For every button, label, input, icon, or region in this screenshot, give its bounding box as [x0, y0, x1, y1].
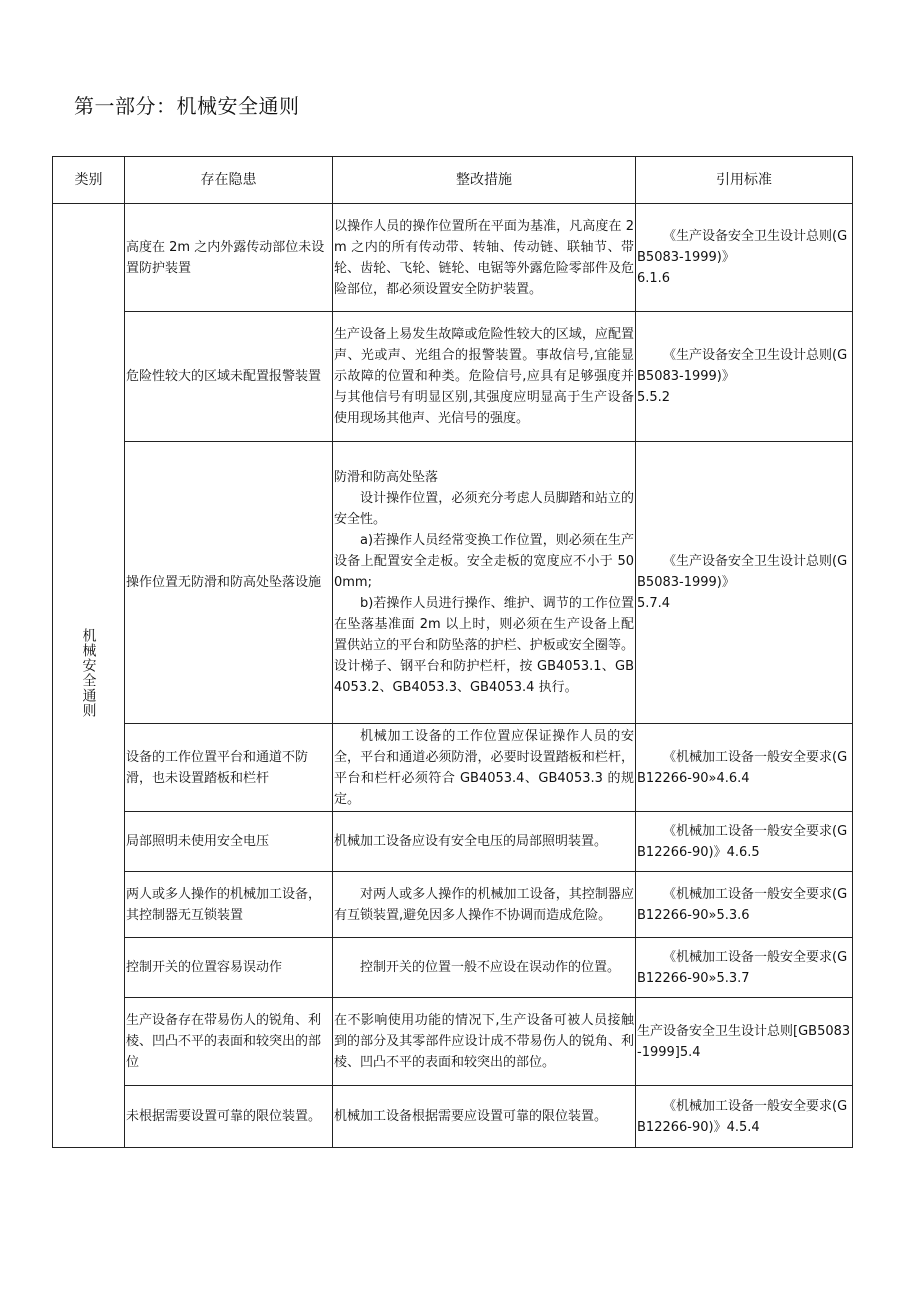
measure-text: 以操作人员的操作位置所在平面为基准，凡高度在 2m 之内的所有传动带、转轴、传动链、联轴节、带轮、齿轮、飞轮、链轮、电锯等外露危险零部件及危险部位，都必须设置安全防护装置。: [334, 218, 634, 297]
hazard-cell: 未根据需要设置可靠的限位装置。: [125, 1086, 333, 1148]
table-row: [53, 812, 853, 872]
standard-cell: [636, 312, 853, 442]
hazard-cell: 危险性较大的区域未配置报警装置: [125, 312, 333, 442]
standard-clause: -1999]5.4: [637, 1044, 701, 1060]
standard-cell: [636, 724, 853, 812]
standard-text: 《生产设备安全卫生设计总则(GB5083-1999)》: [637, 229, 848, 265]
measure-cell: [333, 938, 636, 998]
header-category: 类别: [53, 157, 125, 204]
measure-cell: [333, 1086, 636, 1148]
standard-text: 《生产设备安全卫生设计总则(GB5083-1999)》: [637, 348, 848, 384]
table-row: [53, 938, 853, 998]
hazard-table: [52, 156, 853, 1148]
measure-text: 设计操作位置，必须充分考虑人员脚踏和站立的安全性。: [334, 491, 634, 527]
measure-cell: [333, 998, 636, 1086]
standard-cell: [636, 1086, 853, 1148]
measure-cell: [333, 312, 636, 442]
header-standard: 引用标准: [636, 157, 853, 204]
table-header-row: [53, 157, 853, 204]
measure-text: 对两人或多人操作的机械加工设备，其控制器应有互锁装置,避免因多人操作不协调而造成危险。: [334, 886, 634, 923]
standard-text: 《机械加工设备一般安全要求(GB12266-90»5.3.7: [637, 949, 848, 986]
measure-text: 机械加工设备根据需要应设置可靠的限位装置。: [334, 1109, 608, 1124]
header-measure: 整改措施: [333, 157, 636, 204]
category-cell: [53, 204, 125, 1148]
table-row: [53, 872, 853, 938]
hazard-cell: 生产设备存在带易伤人的锐角、利棱、凹凸不平的表面和较突出的部位: [125, 998, 333, 1086]
measure-text: a)若操作人员经常变换工作位置，则必须在生产设备上配置安全走板。安全走板的宽度应不小于 500mm;: [334, 533, 634, 590]
standard-cell: [636, 204, 853, 312]
standard-text: 《机械加工设备一般安全要求(GB12266-90»5.3.6: [637, 886, 848, 923]
measure-cell: [333, 724, 636, 812]
measure-text: 生产设备上易发生故障或危险性较大的区域，应配置声、光或声、光组合的报警装置。事故信号,宜能显示故障的位置和种类。危险信号,应具有足够强度并与其他信号有明显区别,其强度应明显高于生产设备使用现场其他声、光信号的强度。: [334, 327, 634, 426]
hazard-cell: 控制开关的位置容易误动作: [125, 938, 333, 998]
standard-text: 生产设备安全卫生设计总则[GB5083: [637, 1023, 851, 1039]
standard-clause: 6.1.6: [637, 271, 671, 286]
standard-clause: 5.5.2: [637, 390, 671, 405]
hazard-cell: 局部照明未使用安全电压: [125, 812, 333, 872]
measure-text: 机械加工设备的工作位置应保证操作人员的安全，平台和通道必须防滑，必要时设置踏板和栏杆，平台和栏杆必须符合 GB4053.4、GB4053.3 的规定。: [334, 728, 634, 807]
measure-text: 控制开关的位置一般不应设在误动作的位置。: [360, 960, 621, 975]
table-row: [53, 204, 853, 312]
category-label: 机械安全通则: [80, 628, 97, 718]
measure-text: 防滑和防高处坠落: [334, 470, 439, 485]
measure-cell: [333, 812, 636, 872]
standard-cell: [636, 938, 853, 998]
hazard-cell: 两人或多人操作的机械加工设备，其控制器无互锁装置: [125, 872, 333, 938]
standard-text: 《机械加工设备一般安全要求(GB12266-90)》4.6.5: [637, 823, 848, 860]
measure-cell: [333, 872, 636, 938]
standard-text: 《生产设备安全卫生设计总则(GB5083-1999)》: [637, 554, 848, 590]
header-hazard: 存在隐患: [125, 157, 333, 204]
hazard-cell: 设备的工作位置平台和通道不防滑，也未设置踏板和栏杆: [125, 724, 333, 812]
standard-text: 《机械加工设备一般安全要求(GB12266-90)》4.5.4: [637, 1098, 848, 1135]
standard-cell: [636, 872, 853, 938]
measure-text: 机械加工设备应设有安全电压的局部照明装置。: [334, 834, 608, 849]
standard-clause: 5.7.4: [637, 596, 671, 611]
measure-text: 在不影响使用功能的情况下,生产设备可被人员接触到的部分及其零部件应设计成不带易伤人的锐角、利棱、凹凸不平的表面和较突出的部位。: [334, 1013, 634, 1070]
standard-cell: [636, 998, 853, 1086]
table-row: [53, 998, 853, 1086]
standard-cell: [636, 812, 853, 872]
measure-cell: [333, 204, 636, 312]
table-row: [53, 1086, 853, 1148]
table-row: [53, 724, 853, 812]
table-row: [53, 312, 853, 442]
hazard-cell: 高度在 2m 之内外露传动部位未设置防护装置: [125, 204, 333, 312]
hazard-cell: 操作位置无防滑和防高处坠落设施: [125, 442, 333, 724]
table-row: [53, 442, 853, 724]
standard-cell: [636, 442, 853, 724]
page-title: 第一部分：机械安全通则: [74, 94, 300, 118]
measure-text: b)若操作人员进行操作、维护、调节的工作位置在坠落基准面 2m 以上时，则必须在生产设备上配置供站立的平台和防坠落的护栏、护板或安全圈等。设计梯子、钢平台和防护栏杆，按 GB4053.1、GB4053.2、GB4053.3、GB4053.4 执行。: [334, 596, 634, 695]
standard-text: 《机械加工设备一般安全要求(GB12266-90»4.6.4: [637, 749, 848, 786]
measure-cell: [333, 442, 636, 724]
